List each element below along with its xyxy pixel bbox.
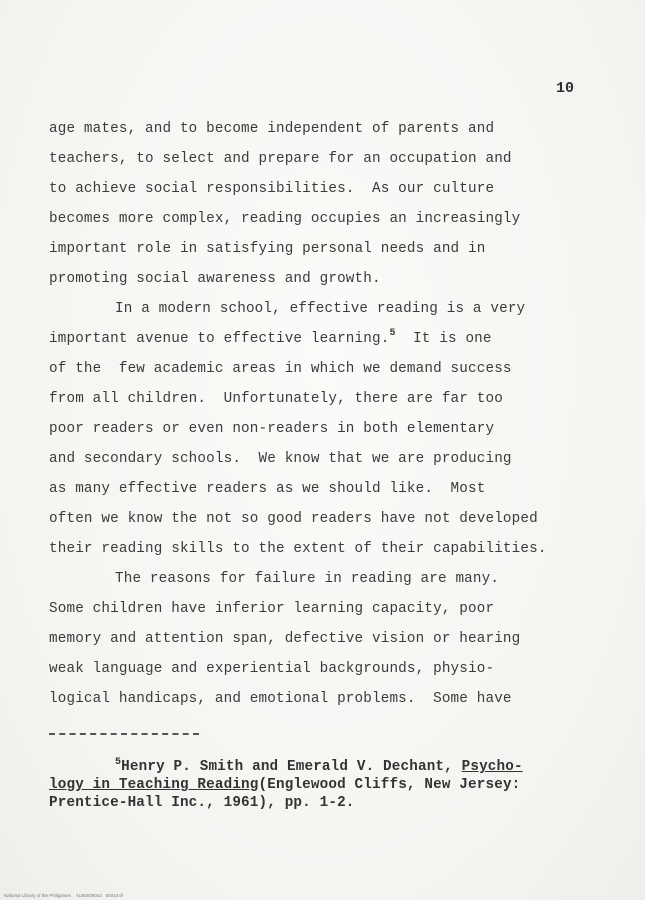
page-number: 10	[556, 80, 575, 97]
text-line: becomes more complex, reading occupies an increasingly	[49, 211, 521, 227]
footnote-mark: 5	[115, 757, 122, 768]
scan-footer: National Library of the Philippines ALB0029043 00010.tif	[4, 893, 123, 898]
text-line: teachers, to select and prepare for an occupation and	[49, 151, 512, 167]
text-segment: important avenue to effective learning.	[49, 331, 390, 347]
text-line: The reasons for failure in reading are many.	[115, 571, 500, 587]
footnote-author: Henry P. Smith and Emerald V. Dechant,	[121, 759, 462, 775]
text-line: to achieve social responsibilities. As our culture	[49, 181, 495, 197]
text-line: important role in satisfying personal needs and in	[49, 241, 486, 257]
footnote-line: Prentice-Hall Inc., 1961), pp. 1-2.	[49, 795, 355, 811]
footnote-publisher: (Englewood Cliffs, New Jersey:	[258, 777, 521, 793]
text-line: Some children have inferior learning capacity, poor	[49, 601, 495, 617]
text-line: from all children. Unfortunately, there are far too	[49, 391, 503, 407]
footnote-divider	[49, 733, 199, 735]
text-line: as many effective readers as we should like. Most	[49, 481, 486, 497]
footnote-reference: 5	[389, 328, 396, 339]
text-line: age mates, and to become independent of parents and	[49, 121, 495, 137]
text-line: promoting social awareness and growth.	[49, 271, 381, 287]
text-line: logical handicaps, and emotional problems. Some have	[49, 691, 512, 707]
footnote-line	[115, 758, 523, 778]
footnote-line	[49, 776, 520, 794]
text-line: of the few academic areas in which we demand success	[49, 361, 512, 377]
text-segment: It is one	[395, 331, 492, 347]
text-line: weak language and experiential backgrounds, physio-	[49, 661, 495, 677]
text-line: poor readers or even non-readers in both elementary	[49, 421, 495, 437]
text-line: In a modern school, effective reading is a very	[115, 301, 526, 317]
footnote-title: Psycho-	[461, 759, 523, 775]
text-line	[49, 330, 492, 350]
text-line: often we know the not so good readers have not developed	[49, 511, 538, 527]
footnote-title: logy in Teaching Reading	[49, 777, 259, 793]
text-line: their reading skills to the extent of their capabilities.	[49, 541, 547, 557]
text-line: and secondary schools. We know that we are producing	[49, 451, 512, 467]
text-line: memory and attention span, defective vision or hearing	[49, 631, 521, 647]
